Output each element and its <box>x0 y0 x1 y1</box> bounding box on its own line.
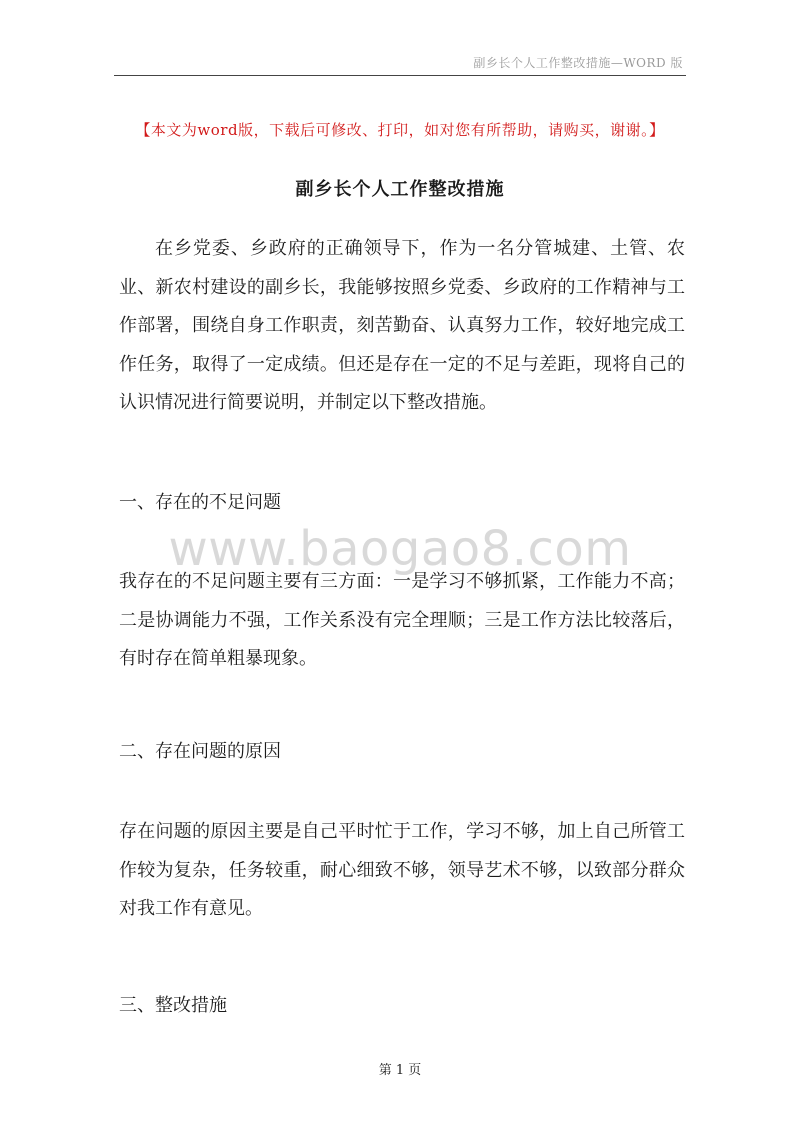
section-heading-3: 三、整改措施 <box>119 995 227 1016</box>
running-header: 副乡长个人工作整改措施—WORD 版 <box>473 56 683 70</box>
section-body-2: 存在问题的原因主要是自己平时忙于工作，学习不够，加上自己所管工作较为复杂，任务较重，耐心细致不够，领导艺术不够，以致部分群众对我工作有意见。 <box>119 821 685 919</box>
section-heading-2: 二、存在问题的原因 <box>119 741 281 762</box>
section-heading-1: 一、存在的不足问题 <box>119 492 281 513</box>
watermark: www.baogao8.com <box>168 521 632 577</box>
section-body-1: 我存在的不足问题主要有三方面：一是学习不够抓紧，工作能力不高；二是协调能力不强，工作关系没有完全理顺；三是工作方法比较落后，有时存在简单粗暴现象。 <box>119 571 685 669</box>
intro-paragraph: 在乡党委、乡政府的正确领导下，作为一名分管城建、土管、农业、新农村建设的副乡长，我能够按照乡党委、乡政府的工作精神与工作部署，围绕自身工作职责，刻苦勤奋、认真努力工作，较好地完成工作任务，取得了一定成绩。但还是存在一定的不足与差距，现将自己的认识情况进行简要说明，并制定以下整改措施。 <box>119 238 685 413</box>
document-title: 副乡长个人工作整改措施 <box>295 179 505 200</box>
page-number: 第 1 页 <box>378 1063 422 1078</box>
header-divider <box>114 75 686 76</box>
purchase-notice: 【本文为word版，下载后可修改、打印，如对您有所帮助，请购买，谢谢。】 <box>135 121 665 139</box>
